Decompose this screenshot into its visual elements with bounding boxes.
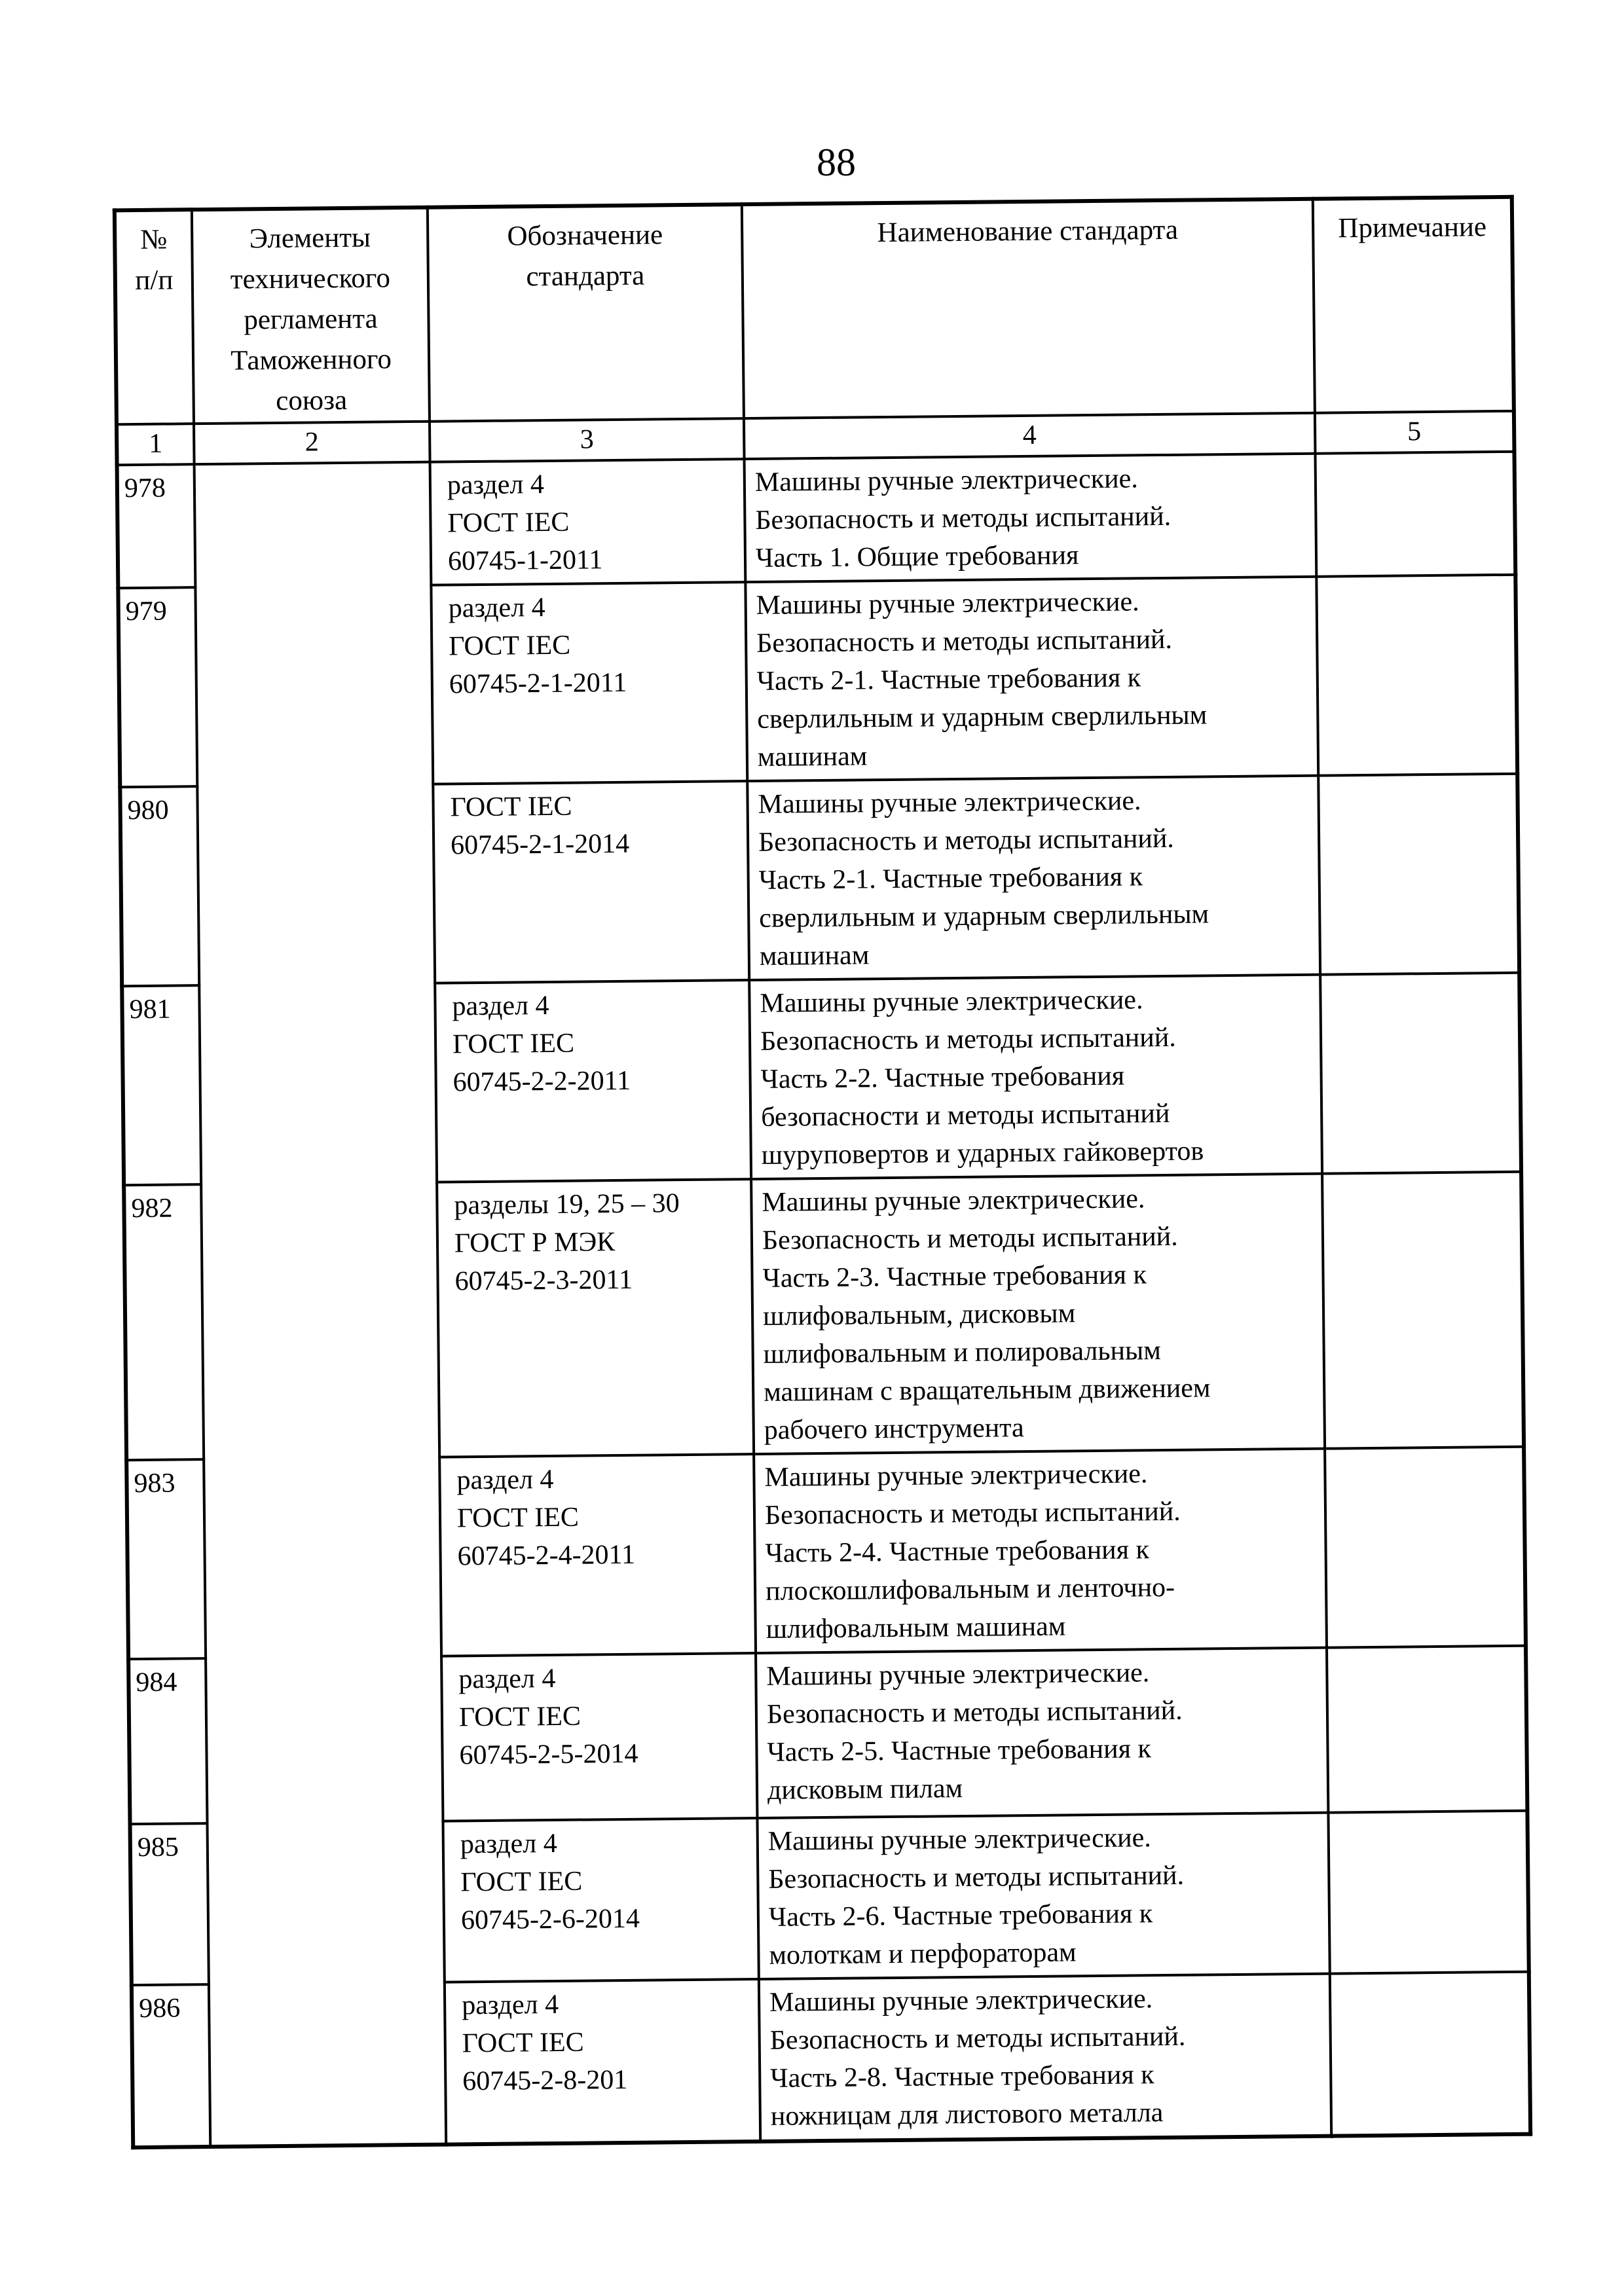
column-number: 4 (744, 413, 1316, 459)
row-number: 981 (122, 985, 201, 1185)
standard-designation: раздел 4 ГОСТ IEC 60745-2-1-2011 (431, 582, 747, 784)
note-cell (1318, 774, 1519, 975)
standard-designation: раздел 4 ГОСТ IEC 60745-2-2-2011 (435, 980, 751, 1182)
standard-name: Машины ручные электрические. Безопасность и методы испытаний. Часть 2-3. Частные требования к шлифовальным, дисковым шлифовальным и полировальным машинам с вращательным движением рабочего инструмента (751, 1174, 1325, 1454)
header-cell-regulation-elements: Элементы технического регламента Таможенного союза (192, 208, 430, 424)
standard-designation: разделы 19, 25 – 30 ГОСТ Р МЭК 60745-2-3-2011 (437, 1179, 754, 1457)
row-number: 980 (120, 786, 199, 986)
column-number: 3 (430, 418, 745, 462)
row-number: 982 (124, 1184, 204, 1460)
row-number: 983 (126, 1459, 206, 1659)
standard-designation: раздел 4 ГОСТ IEC 60745-2-4-2011 (439, 1454, 756, 1656)
row-number: 986 (132, 1984, 210, 2147)
standard-designation: раздел 4 ГОСТ IEC 60745-2-8-201 (445, 1979, 760, 2145)
row-number: 979 (118, 587, 197, 787)
standard-name: Машины ручные электрические. Безопасность и методы испытаний. Часть 2-6. Частные требования к молоткам и перфораторам (757, 1813, 1329, 1979)
standard-name: Машины ручные электрические. Безопасность и методы испытаний. Часть 2-4. Частные требования к плоскошлифовальным и ленточно- шлифовальным машинам (754, 1449, 1327, 1653)
standard-name: Машины ручные электрические. Безопасность и методы испытаний. Часть 1. Общие требования (745, 454, 1317, 582)
row-number: 985 (130, 1823, 209, 1985)
standard-name: Машины ручные электрические. Безопасность и методы испытаний. Часть 2-2. Частные требования безопасности и методы испытаний шуруповертов и ударных гайковертов (749, 975, 1322, 1179)
header-cell-standard-designation: Обозначение стандарта (428, 204, 744, 422)
table-header-row (115, 197, 1514, 424)
standards-table (113, 195, 1532, 2149)
note-cell (1315, 452, 1515, 577)
standard-name: Машины ручные электрические. Безопасность и методы испытаний. Часть 2-5. Частные требования к дисковым пилам (756, 1648, 1328, 1818)
header-cell-row-number: № п/п (115, 210, 194, 424)
column-number: 2 (194, 422, 430, 464)
note-cell (1330, 1972, 1530, 2136)
standard-name: Машины ручные электрические. Безопасность и методы испытаний. Часть 2-1. Частные требования к сверлильным и ударным сверлильным машинам (747, 776, 1320, 980)
standard-name: Машины ручные электрические. Безопасность и методы испытаний. Часть 2-8. Частные требования к ножницам для листового металла (759, 1974, 1331, 2141)
page-number: 88 (817, 141, 856, 184)
note-cell (1320, 973, 1521, 1174)
table-row (117, 452, 1516, 588)
note-cell (1322, 1172, 1524, 1449)
standard-designation: раздел 4 ГОСТ IEC 60745-1-2011 (430, 459, 746, 585)
standard-designation: ГОСТ IEC 60745-2-1-2014 (433, 781, 749, 983)
note-cell (1327, 1646, 1527, 1813)
header-cell-note: Примечание (1313, 197, 1514, 413)
row-number: 978 (117, 464, 196, 588)
standard-designation: раздел 4 ГОСТ IEC 60745-2-6-2014 (443, 1818, 758, 1982)
row-number: 984 (128, 1658, 207, 1824)
standard-designation: раздел 4 ГОСТ IEC 60745-2-5-2014 (441, 1653, 757, 1821)
header-cell-standard-name: Наименование стандарта (742, 199, 1315, 418)
column-number: 5 (1315, 411, 1515, 454)
note-cell (1316, 575, 1517, 776)
note-cell (1328, 1811, 1528, 1974)
regulation-elements-cell (194, 462, 447, 2147)
column-number: 1 (117, 424, 194, 465)
standard-name: Машины ручные электрические. Безопасность и методы испытаний. Часть 2-1. Частные требования к сверлильным и ударным сверлильным машинам (745, 577, 1318, 781)
note-cell (1325, 1447, 1526, 1648)
